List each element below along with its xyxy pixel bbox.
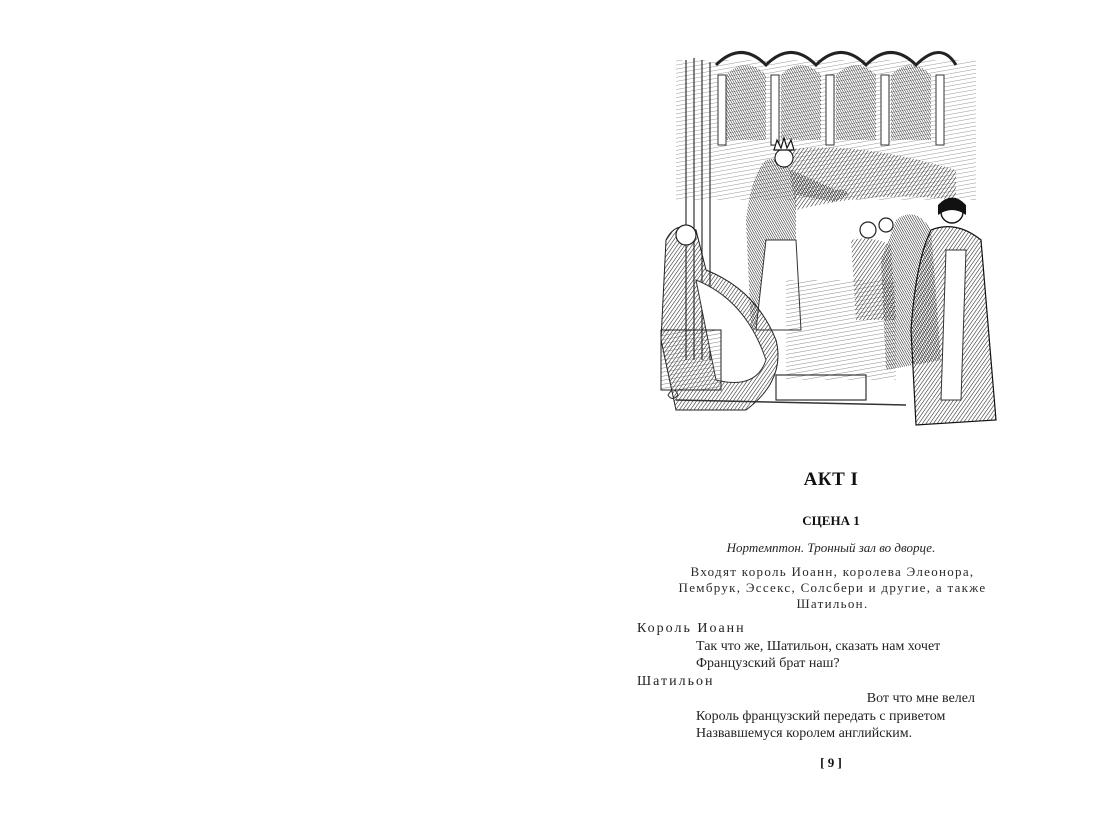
speaker-name: Шатильон: [637, 673, 715, 689]
stage-direction: [666, 564, 999, 612]
dialogue: [637, 620, 1007, 743]
stage-direction-line: Входят король Иоанн, королева Элеонора,: [690, 564, 975, 579]
scene-title: СЦЕНА 1: [802, 513, 860, 528]
stage-direction-line: Шатильон.: [796, 596, 869, 611]
engraving-illustration-icon: [656, 40, 1002, 435]
stage-direction-line: Пембрук, Эссекс, Солсбери и другие, а также: [678, 580, 987, 595]
right-page: [550, 0, 1100, 825]
verse-line: Так что же, Шатильон, сказать нам хочет: [696, 638, 941, 654]
scene-setting: Нортемптон. Тронный зал во дворце.: [726, 540, 936, 555]
act-title: АКТ I: [803, 469, 859, 490]
speaker-name: Король Иоанн: [637, 621, 746, 636]
verse-line: Французский брат наш?: [696, 656, 840, 671]
verse-line: Король французский передать с приветом: [696, 708, 946, 724]
page-number: [ 9 ]: [820, 755, 842, 770]
verse-line: Вот что мне велел: [866, 691, 975, 706]
verse-line: Назвавшемуся королем английским.: [696, 726, 913, 741]
engraving-illustration: [656, 40, 1002, 435]
